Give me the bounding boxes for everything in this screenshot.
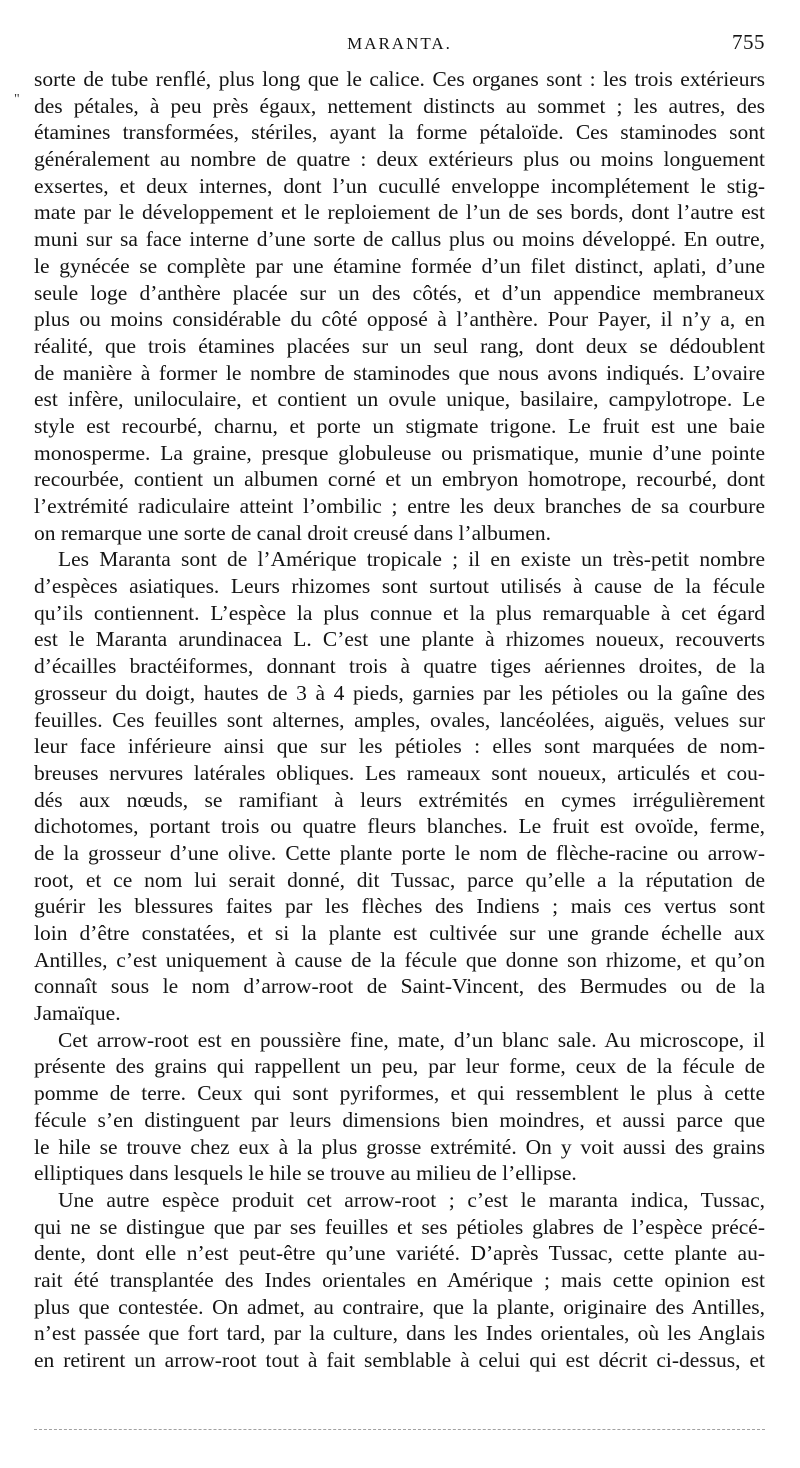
paragraph-maranta-indica [34, 1187, 765, 1374]
body-text [34, 66, 765, 1374]
text-line: étamines transformées, stériles, ayant la forme pétaloïde. Ces staminodes sont [34, 120, 765, 145]
text-line: Jamaïque. [34, 1001, 121, 1026]
text-line: est le Maranta arundinacea L. C’est une plante à rhizomes noueux, recouverts [34, 627, 765, 652]
text-line: on remarque une sorte de canal droit creusé dans l’albumen. [34, 520, 551, 545]
text-line: le gynécée se complète par une étamine formée d’un filet distinct, aplati, d’une [34, 253, 765, 278]
paragraph-maranta-species [34, 546, 765, 1026]
text-line: rait été transplantée des Indes orientales en Amérique ; mais cette opinion est [34, 1267, 765, 1292]
text-line: style est recourbé, charnu, et porte un stigmate trigone. Le fruit est une baie [34, 413, 765, 438]
text-line: dichotomes, portant trois ou quatre fleurs blanches. Le fruit est ovoïde, ferme, [34, 814, 765, 839]
text-line: leur face inférieure ainsi que sur les pétioles : elles sont marquées de nom- [34, 734, 765, 759]
text-line: exsertes, et deux internes, dont l’un cucullé enveloppe incomplétement le stig- [34, 173, 765, 198]
text-line: le hile se trouve chez eux à la plus grosse extrémité. On y voit aussi des grains [34, 1134, 765, 1159]
text-line: pomme de terre. Ceux qui sont pyriformes, et qui ressemblent le plus à cette [34, 1081, 765, 1106]
text-line: d’écailles bractéiformes, donnant trois à quatre tiges aériennes droites, de la [34, 654, 765, 679]
text-line: généralement au nombre de quatre : deux extérieurs plus ou moins longuement [34, 147, 765, 172]
text-line: breuses nervures latérales obliques. Les rameaux sont noueux, articulés et cou- [34, 760, 765, 785]
text-line: réalité, que trois étamines placées sur un seul rang, dont deux se dédoublent [34, 333, 765, 358]
text-line: de la grosseur d’une olive. Cette plante porte le nom de flèche-racine ou arrow- [34, 840, 765, 865]
text-line: elliptiques dans lesquels le hile se trouve au milieu de l’ellipse. [34, 1161, 577, 1186]
text-line: seule loge d’anthère placée sur un des côtés, et d’un appendice membraneux [34, 280, 765, 305]
text-line: d’espèces asiatiques. Leurs rhizomes sont surtout utilisés à cause de la fécule [34, 574, 765, 599]
text-line: dés aux nœuds, se ramifiant à leurs extrémités en cymes irrégulièrement [34, 787, 765, 812]
text-line: sorte de tube renflé, plus long que le calice. Ces organes sont : les trois extérieurs [34, 67, 765, 91]
text-line: plus que contestée. On admet, au contraire, que la plante, originaire des Antilles, [34, 1294, 765, 1319]
text-line: qu’ils contiennent. L’espèce la plus connue et la plus remarquable à cet égard [34, 600, 765, 625]
text-line: grosseur du doigt, hautes de 3 à 4 pieds, garnies par les pétioles ou la gaîne des [34, 680, 765, 705]
running-head [34, 30, 765, 60]
text-line: fécule s’en distinguent par leurs dimensions bien moindres, et aussi parce que [34, 1107, 765, 1132]
text-line: connaît sous le nom d’arrow-root de Saint-Vincent, des Bermudes ou de la [34, 974, 765, 999]
text-line: présente des grains qui rappellent un peu, par leur forme, ceux de la fécule de [34, 1054, 765, 1079]
text-line: en retirent un arrow-root tout à fait semblable à celui qui est décrit ci-dessus, et [34, 1348, 765, 1372]
paragraph-flower-structure [34, 66, 765, 546]
paragraph-arrow-root-microscope [34, 1027, 765, 1187]
text-line: feuilles. Ces feuilles sont alternes, amples, ovales, lancéolées, aiguës, velues sur [34, 707, 765, 732]
text-line: Cet arrow-root est en poussière fine, mate, d’un blanc sale. Au microscope, il [58, 1027, 765, 1052]
text-line: guérir les blessures faites par les flèches des Indiens ; mais ces vertus sont [34, 894, 765, 919]
text-line: Antilles, c’est uniquement à cause de la fécule que donne son rhizome, et qu’on [34, 947, 765, 972]
text-line: dente, dont elle n’est peut-être qu’une variété. D’après Tussac, cette plante au- [34, 1241, 765, 1266]
text-line: plus ou moins considérable du côté opposé à l’anthère. Pour Payer, il n’y a, en [34, 307, 765, 332]
text-line: Une autre espèce produit cet arrow-root ; c’est le maranta indica, Tussac, [58, 1187, 765, 1212]
footer-rule [34, 1429, 765, 1430]
page-number: 755 [732, 30, 765, 54]
text-line: muni sur sa face interne d’une sorte de callus plus ou moins développé. En outre, [34, 227, 765, 252]
text-line: root, et ce nom lui serait donné, dit Tussac, parce qu’elle a la réputation de [34, 867, 765, 892]
text-line: l’extrémité radiculaire atteint l’ombilic ; entre les deux branches de sa courbure [34, 494, 765, 518]
text-line: recourbée, contient un albumen corné et un embryon homotrope, recourbé, dont [34, 467, 765, 492]
text-line: monosperme. La graine, presque globuleuse ou prismatique, munie d’une pointe [34, 440, 765, 465]
text-line: mate par le développement et le reploiement de l’un de ses bords, dont l’autre est [34, 200, 765, 225]
text-line: de manière à former le nombre de staminodes que nous avons indiqués. L’ovaire [34, 360, 765, 385]
margin-mark: " [14, 92, 20, 107]
text-line: Les Maranta sont de l’Amérique tropicale ; il en existe un très-petit nombre [58, 547, 765, 572]
running-title: MARANTA. [347, 34, 452, 53]
text-line: des pétales, à peu près égaux, nettement distincts au sommet ; les autres, des [34, 93, 765, 118]
text-line: loin d’être constatées, et si la plante est cultivée sur une grande échelle aux [34, 921, 765, 945]
text-line: qui ne se distingue que par ses feuilles et ses pétioles glabres de l’espèce précé- [34, 1214, 765, 1239]
text-line: est infère, uniloculaire, et contient un ovule unique, basilaire, campylotrope. Le [34, 387, 765, 412]
text-line: n’est passée que fort tard, par la culture, dans les Indes orientales, où les Anglais [34, 1321, 765, 1346]
